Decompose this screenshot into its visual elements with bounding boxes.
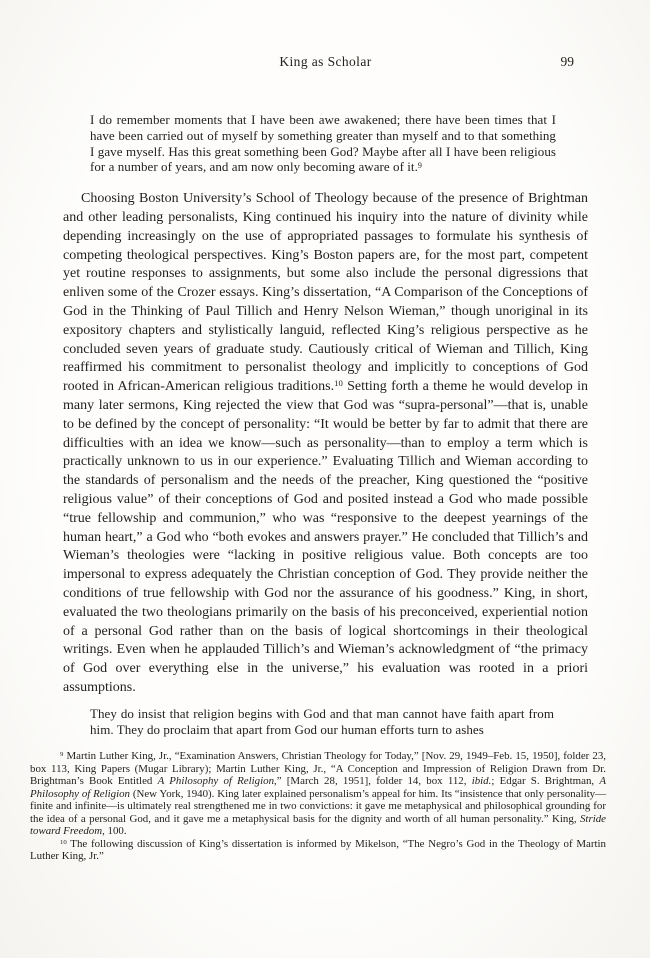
page-number: 99 <box>560 54 574 69</box>
blockquote-dissertation-excerpt: They do insist that religion begins with God and that man cannot have faith apart from him. They do proclaim that apart from God our human efforts turn to ashes <box>90 705 554 737</box>
running-header <box>63 53 588 70</box>
footnotes-section <box>30 750 606 863</box>
footnote-10: $^{10}$ The following discussion of King’s dissertation is informed by Mikelson, “The Negro’s God in the Theology of Martin Luther King, Jr.” <box>30 837 606 863</box>
blockquote-awe-awakened: I do remember moments that I have been awe awakened; there have been times that I have been carried out of myself by something greater than myself and to that something I gave myself. Has this great something been God? Maybe after all I have been religious for a number of years, and am now only becoming aware of it.$^9$ <box>90 112 556 175</box>
running-head-title: King as Scholar <box>279 54 372 69</box>
body-paragraph: Choosing Boston University’s School of Theology because of the presence of Brightman and other leading personalists, King continued his inquiry into the nature of divinity while depending increasingly on the use of appropriated passages to formulate his synthesis of competing theological perspectives. King’s Boston papers are, for the most part, competent yet routine responses to assignments, but some also include the personal digressions that enliven some of the Crozer essays. King’s dissertation, “A Comparison of the Conceptions of God in the Thinking of Paul Tillich and Henry Nelson Wieman,” though unoriginal in its expository chapters and stylistically languid, reflected King’s religious perspective as he concluded seven years of graduate study. Cautiously critical of Wieman and Tillich, King reaffirmed his commitment to personalist theology and implicitly to conceptions of God rooted in African-American religious traditions.$^{10}$ Setting forth a theme he would develop in many later sermons, King rejected the view that God was “supra-personal”—that is, unable to be defined by the concept of personality: “It would be better by far to admit that there are difficulties with an idea we know—such as personality—than to employ a term which is practically unknown to us in our experience.” Evaluating Tillich and Wieman according to the standards of personalism and the needs of the preacher, King questioned the “positive religious value” of their conceptions of God and posited instead a God who made possible “true fellowship and communion,” who was “responsive to the deepest yearnings of the human heart,” a God who “both evokes and answers prayer.” He concluded that Tillich’s and Wieman’s theologies were “lacking in positive religious value. Both concepts are too impersonal to express adequately the Christian conception of God. They provide neither the conditions of true fellowship with God nor the assurance of his goodness.” King, in short, evaluated the two theologians primarily on the basis of his preconceived, experiential notion of a personal God rather than on the basis of logical shortcomings in their theological writings. Even when he applauded Tillich’s and Wieman’s acknowledgment of “the primacy of God over everything else in the universe,” his evaluation was rooted in a priori assumptions. <box>63 191 588 695</box>
footnote-9: $^9$ Martin Luther King, Jr., “Examination Answers, Christian Theology for Today,” [Nov. 29, 1949–Feb. 15, 1950], folder 23, box 113, King Papers (Mugar Library); Martin Luther King, Jr., “A Conception and Impression of Religion Drawn from Dr. Brightman’s Book Entitled A Philosophy of Religion,” [March 28, 1951], folder 14, box 112, ibid.; Edgar S. Brightman, A Philosophy of Religion (New York, 1940). King later explained personalism’s appeal for him. Its “insistence that only personality—finite and infinite—is ultimately real strengthened me in two convictions: it gave me metaphysical and philosophical grounding for the idea of a personal God, and it gave me a metaphysical basis for the dignity and worth of all human personality.” King, Stride toward Freedom, 100. <box>30 750 606 838</box>
